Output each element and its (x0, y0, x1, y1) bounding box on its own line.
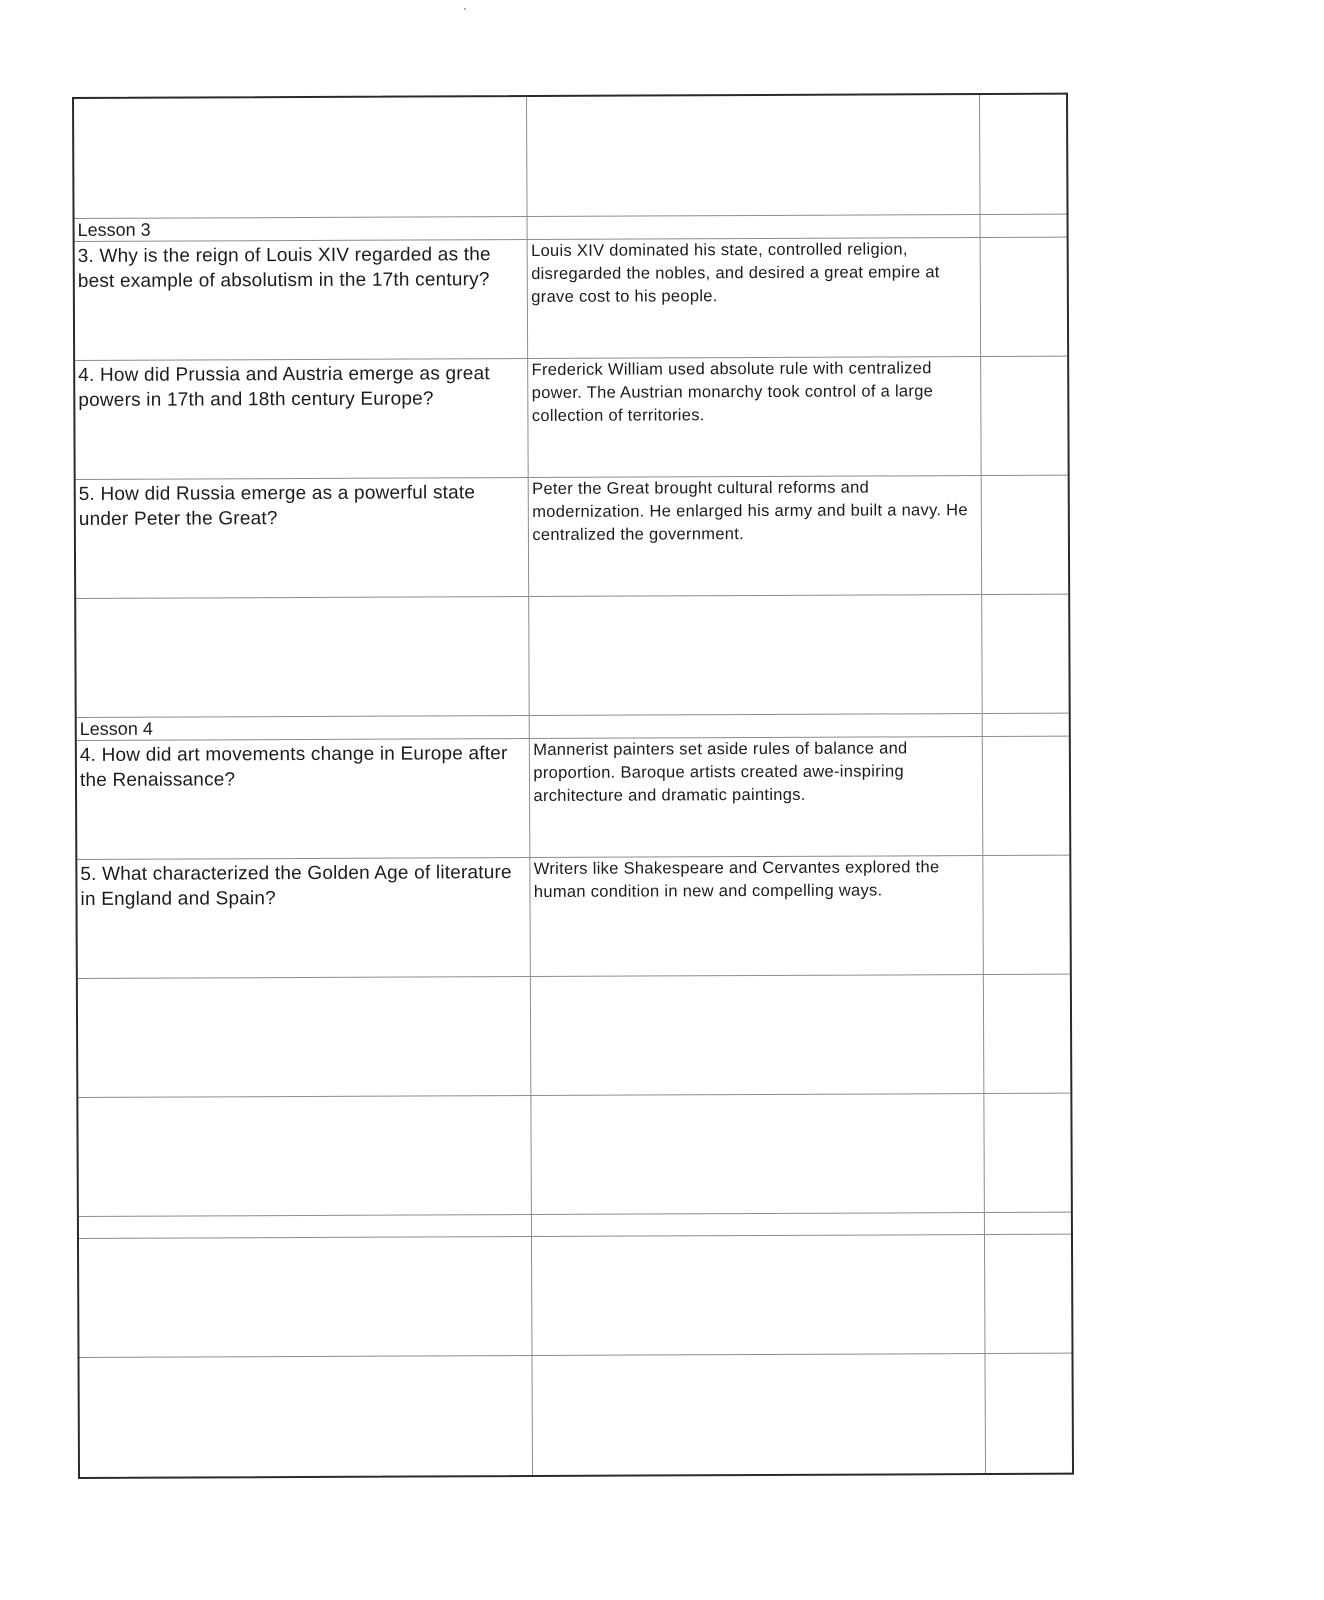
table-row-empty (78, 974, 1071, 1097)
question-cell-empty (79, 1215, 532, 1239)
check-cell-empty (984, 1093, 1071, 1212)
question-cell (77, 738, 530, 859)
check-cell-empty (980, 214, 1066, 237)
question-answer-grid (74, 95, 1072, 1477)
scan-speck (464, 8, 466, 10)
question-cell-empty (78, 1096, 531, 1217)
lesson-3-label (75, 216, 528, 241)
question-cell (75, 239, 528, 360)
answer-cell-empty (532, 1213, 985, 1237)
check-cell-empty (985, 1353, 1072, 1473)
check-cell-empty (983, 713, 1069, 736)
check-cell-empty (985, 1212, 1071, 1234)
question-cell-empty (79, 1237, 532, 1358)
check-cell (981, 475, 1068, 594)
question-cell (76, 477, 529, 598)
check-cell-empty (985, 1234, 1072, 1353)
answer-text: Mannerist painters set aside rules of balance and proportion. Baroque artists created awe-inspiring architecture and dramatic paintings. (533, 739, 908, 805)
answer-cell-empty (527, 214, 980, 239)
answer-cell (530, 856, 983, 977)
check-cell-empty (982, 594, 1069, 713)
answer-cell (528, 237, 981, 358)
check-cell (980, 237, 1067, 356)
question-cell-empty (76, 596, 529, 717)
answer-cell-empty (532, 1235, 985, 1356)
check-cell (983, 736, 1070, 855)
answer-cell (528, 356, 981, 477)
table-row (76, 475, 1069, 598)
table-row (75, 237, 1068, 360)
question-text: 4. How did art movements change in Europe after the Renaissance? (79, 743, 508, 791)
check-cell (983, 855, 1070, 974)
question-cell (77, 858, 530, 979)
question-text: 5. What characterized the Golden Age of literature in England and Spain? (80, 862, 512, 910)
check-cell-empty (984, 974, 1071, 1093)
lesson-4-text: Lesson 4 (79, 718, 153, 739)
question-cell (75, 358, 528, 479)
table-row-empty (74, 95, 1067, 218)
answer-cell (530, 736, 983, 857)
question-text: 5. How did Russia emerge as a powerful state under Peter the Great? (78, 481, 476, 530)
question-text: 4. How did Prussia and Austria emerge as great powers in 17th and 18th century Europe? (78, 362, 490, 411)
table-row-empty (78, 1093, 1071, 1216)
answer-cell-empty (530, 713, 983, 738)
answer-text: Louis XIV dominated his state, controlled religion, disregarded the nobles, and desired a great empire at grave cost to his people. (531, 239, 940, 306)
table-row-empty (79, 1234, 1072, 1357)
question-text: 3. Why is the reign of Louis XIV regarded as the best example of absolutism in the 17th century? (77, 243, 491, 292)
answer-cell-empty (531, 975, 984, 1096)
table-row-empty (76, 594, 1069, 717)
answer-text: Writers like Shakespeare and Cervantes explored the human condition in new and compelling ways. (533, 858, 940, 901)
answer-text: Frederick William used absolute rule with centralized power. The Austrian monarchy took control of a large collection of territories. (531, 358, 934, 425)
question-cell-empty (78, 977, 531, 1098)
answer-cell-empty (527, 95, 980, 216)
answer-cell-empty (529, 594, 982, 715)
check-cell-empty (980, 95, 1067, 214)
table-row-empty (80, 1353, 1073, 1476)
lesson-3-text: Lesson 3 (77, 219, 151, 240)
answer-cell-empty (532, 1354, 985, 1475)
table-row (77, 855, 1070, 978)
lesson-4-label (77, 715, 530, 740)
answer-text: Peter the Great brought cultural reforms and modernization. He enlarged his army and built a navy. He centralized the government. (532, 478, 968, 544)
answer-cell-empty (531, 1094, 984, 1215)
worksheet-table (72, 93, 1074, 1479)
table-row (75, 356, 1068, 479)
check-cell (981, 356, 1068, 475)
answer-cell (529, 475, 982, 596)
question-cell-empty (74, 97, 527, 218)
question-cell-empty (80, 1356, 533, 1477)
table-row (77, 736, 1070, 859)
